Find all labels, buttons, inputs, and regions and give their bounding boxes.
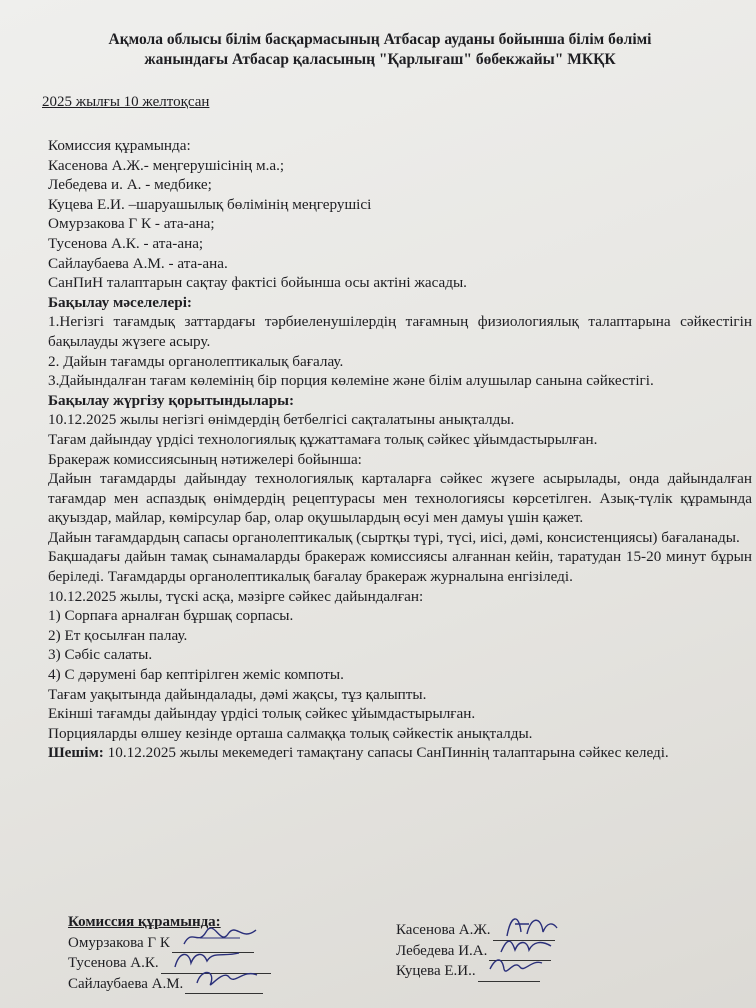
- signatures-right: [396, 920, 555, 982]
- control-question-item: 3.Дайындалған тағам көлемінің бір порция көлеміне және білім алушылар санына сәйкестігі.: [48, 372, 654, 390]
- commission-member: Лебедева и. А. - медбике;: [48, 176, 212, 194]
- results-paragraph: Тағам дайындау үрдісі технологиялық құжаттамаға толық сәйкес ұйымдастырылған.: [48, 430, 598, 448]
- results-heading: Бақылау жүргізу қорытындылары:: [48, 391, 295, 409]
- results-paragraph: Тағам уақытында дайындалады, дәмі жақсы, тұз қалыпты.: [48, 685, 427, 703]
- handwritten-signature: [486, 953, 546, 979]
- signer-name: Лебедева И.А.: [396, 942, 488, 959]
- results-paragraph: 10.12.2025 жылы негізгі өнімдердің бетбелгісі сақталатыны анықталды.: [48, 411, 515, 429]
- menu-item: 1) Сорпаға арналған бұршақ сорпасы.: [48, 607, 294, 625]
- commission-member: Куцева Е.И. –шаруашылық бөлімінің меңгерушісі: [48, 195, 372, 213]
- results-paragraph: 10.12.2025 жылы, түскі асқа, мәзірге сәйкес дайындалған:: [48, 587, 424, 605]
- menu-item: 2) Ет қосылған палау.: [48, 626, 188, 644]
- results-paragraph: Бракераж комиссиясының нәтижелері бойынша:: [48, 450, 362, 468]
- results-paragraph: Дайын тағамдардың сапасы органолептикалық (сыртқы түрі, түсі, иісі, дәмі, консистенциясы) бағаланады.: [48, 528, 740, 546]
- act-statement: СанПиН талаптарын сақтау фактісі бойынша осы актіні жасады.: [48, 274, 467, 292]
- decision-label: Шешім:: [48, 744, 104, 762]
- signatures-heading: Комиссия құрамында:: [68, 914, 221, 930]
- menu-item: 3) Сәбіс салаты.: [48, 646, 153, 664]
- document-date: 2025 жылғы 10 желтоқсан: [42, 94, 210, 110]
- commission-member: Касенова А.Ж.- меңгерушісінің м.а.;: [48, 156, 285, 174]
- commission-member: Омурзакова Г К - ата-ана;: [48, 215, 215, 233]
- signer-name: Касенова А.Ж.: [396, 922, 491, 938]
- document-body: [48, 136, 752, 763]
- results-paragraph: Порцияларды өлшеу кезінде орташа салмаққа толық сәйкестік анықталды.: [48, 724, 533, 742]
- document-title: [40, 30, 720, 70]
- decision-text: 10.12.2025 жылы мекемедегі тамақтану сапасы СанПиннің талаптарына сәйкес келеді.: [103, 744, 669, 762]
- results-paragraph: Дайын тағамдарды дайындау технологиялық карталарға сәйкес жүзеге асырылады, онда дайындалған тағамдар мен аспаздық өнімдердің рецептурасы мен технологиясы көрсетілген. Азық-түлік құрамында ақуыздар, майлар, көмірсулар бар, олар оқушылардың өсуі мен дамуы үшін қажет.: [48, 470, 752, 527]
- commission-member: Тусенова А.К. - ата-ана;: [48, 234, 204, 252]
- commission-member: Сайлаубаева А.М. - ата-ана.: [48, 254, 228, 272]
- results-paragraph: Екінші тағамды дайындау үрдісі толық сәйкес ұйымдастырылған.: [48, 705, 476, 723]
- signer-name: Сайлаубаева А.М.: [68, 975, 184, 992]
- control-questions-heading: Бақылау мәселелері:: [48, 293, 192, 311]
- signature-line: [478, 967, 540, 982]
- title-line-1: Ақмола облысы білім басқармасының Атбасар ауданы бойынша білім бөлімі: [108, 31, 652, 48]
- signer-name: Тусенова А.К.: [68, 955, 159, 971]
- decision-paragraph: [48, 743, 752, 763]
- signer-name: Омурзакова Г К: [68, 934, 170, 951]
- title-line-2: жанындағы Атбасар қаласының "Қарлығаш" бөбекжайы" МКҚК: [144, 51, 616, 68]
- signature-row: [396, 961, 555, 982]
- signature-line: [185, 979, 263, 994]
- menu-item: 4) С дәрумені бар кептірілген жеміс компоты.: [48, 666, 344, 684]
- control-question-item: 1.Негізгі тағамдық заттардағы тәрбиеленушілердің тағамның физиологиялық талаптарына сәйкестігін бақылауды жүзеге асыру.: [48, 313, 752, 350]
- handwritten-signature: [193, 965, 263, 991]
- results-paragraph: Бақшадағы дайын тамақ сынамаларды бракераж комиссиясы алғаннан кейін, таратудан 15-20 минут бұрын беріледі. Тағамдарды органолептикалық бағалау бракераж журналына енгізіледі.: [48, 548, 752, 586]
- signature-row: [68, 974, 271, 995]
- signer-name: Куцева Е.И..: [396, 963, 476, 979]
- signatures-left: [68, 912, 271, 994]
- control-question-item: 2. Дайын тағамды органолептикалық бағалау.: [48, 352, 344, 370]
- commission-heading: Комиссия құрамында:: [48, 137, 191, 154]
